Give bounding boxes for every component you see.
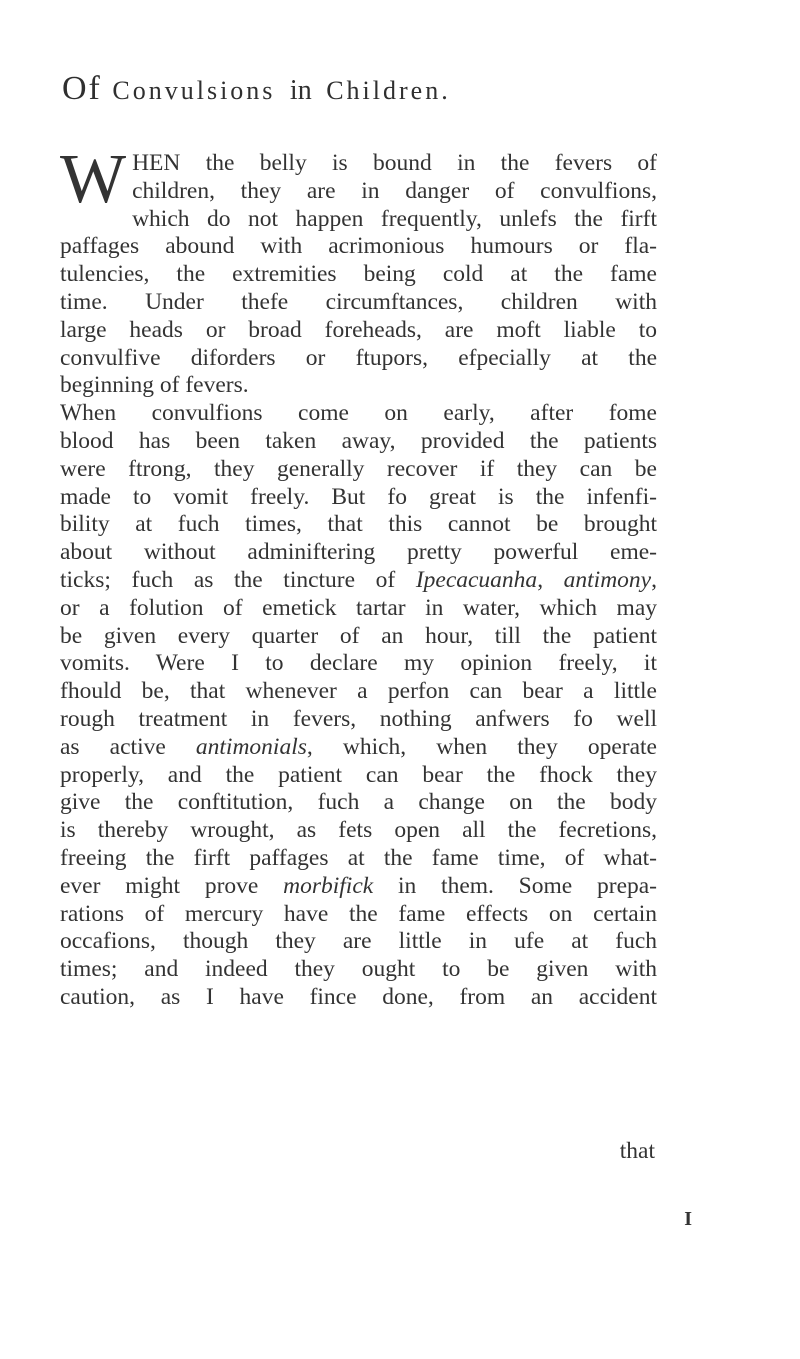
text-line: caution, as I have fince done, from an accident [60,983,657,1010]
text-line: ever might prove morbifick in them. Some prepa- [60,872,658,899]
text-lines [60,141,658,1012]
heading-children: Children. [326,76,451,105]
text-line: rough treatment in fevers, nothing anfwers fo well [60,705,657,732]
text-line: occafions, though they are little in ufe at fuch [60,928,657,955]
text-line: give the conftitution, fuch a change on the body [60,789,657,816]
text-line: When convulfions come on early, after fome [60,400,657,427]
body-text [60,141,658,1012]
text-line: about without adminiftering pretty powerful eme- [60,539,657,566]
text-line: ticks; fuch as the tincture of Ipecacuanha, antimony, [60,566,657,593]
drop-cap: W [60,141,127,218]
text-line: bility at fuch times, that this cannot be brought [60,511,657,538]
text-line: vomits. Were I to declare my opinion freely, it [60,650,657,677]
text-line: which do not happen frequently, unlefs the firft [132,205,657,232]
text-line: tulencies, the extremities being cold at the fame [60,261,657,288]
text-line: is thereby wrought, as fets open all the fecretions, [60,817,657,844]
text-line: blood has been taken away, provided the patients [60,427,657,454]
text-line: made to vomit freely. But fo great is the infenfi- [60,483,657,510]
text-line: as active antimonials, which, when they operate [60,733,657,760]
text-line: rations of mercury have the fame effects on certain [60,900,657,927]
text-line: or a folution of emetick tartar in water, which may [60,594,657,621]
catchword: that [619,1138,655,1164]
text-line: be given every quarter of an hour, till the patient [60,622,657,649]
text-line: paffages abound with acrimonious humours or fla- [60,233,657,260]
text-line: convulfive diforders or ftupors, efpecially at the [60,344,657,371]
text-line: were ftrong, they generally recover if they can be [60,455,657,482]
text-line: large heads or broad foreheads, are moft liable to [60,316,657,343]
text-line: beginning of fevers. [60,372,249,399]
heading-of: Of [62,70,102,107]
text-line: properly, and the patient can bear the fhock they [60,761,657,788]
signature-mark: I [684,1208,692,1230]
text-line: freeing the firft paffages at the fame time, of what- [60,844,657,871]
text-line: times; and indeed they ought to be given with [60,956,657,983]
text-line: HEN the belly is bound in the fevers of [132,150,657,176]
text-line: fhould be, that whenever a perfon can bear a little [60,678,657,705]
page-heading [62,70,451,108]
text-line: children, they are in danger of convulfions, [132,177,657,204]
heading-convulsions: Convulsions [112,76,276,105]
heading-in: in [289,75,312,106]
text-line: time. Under thefe circumftances, children with [60,288,657,315]
